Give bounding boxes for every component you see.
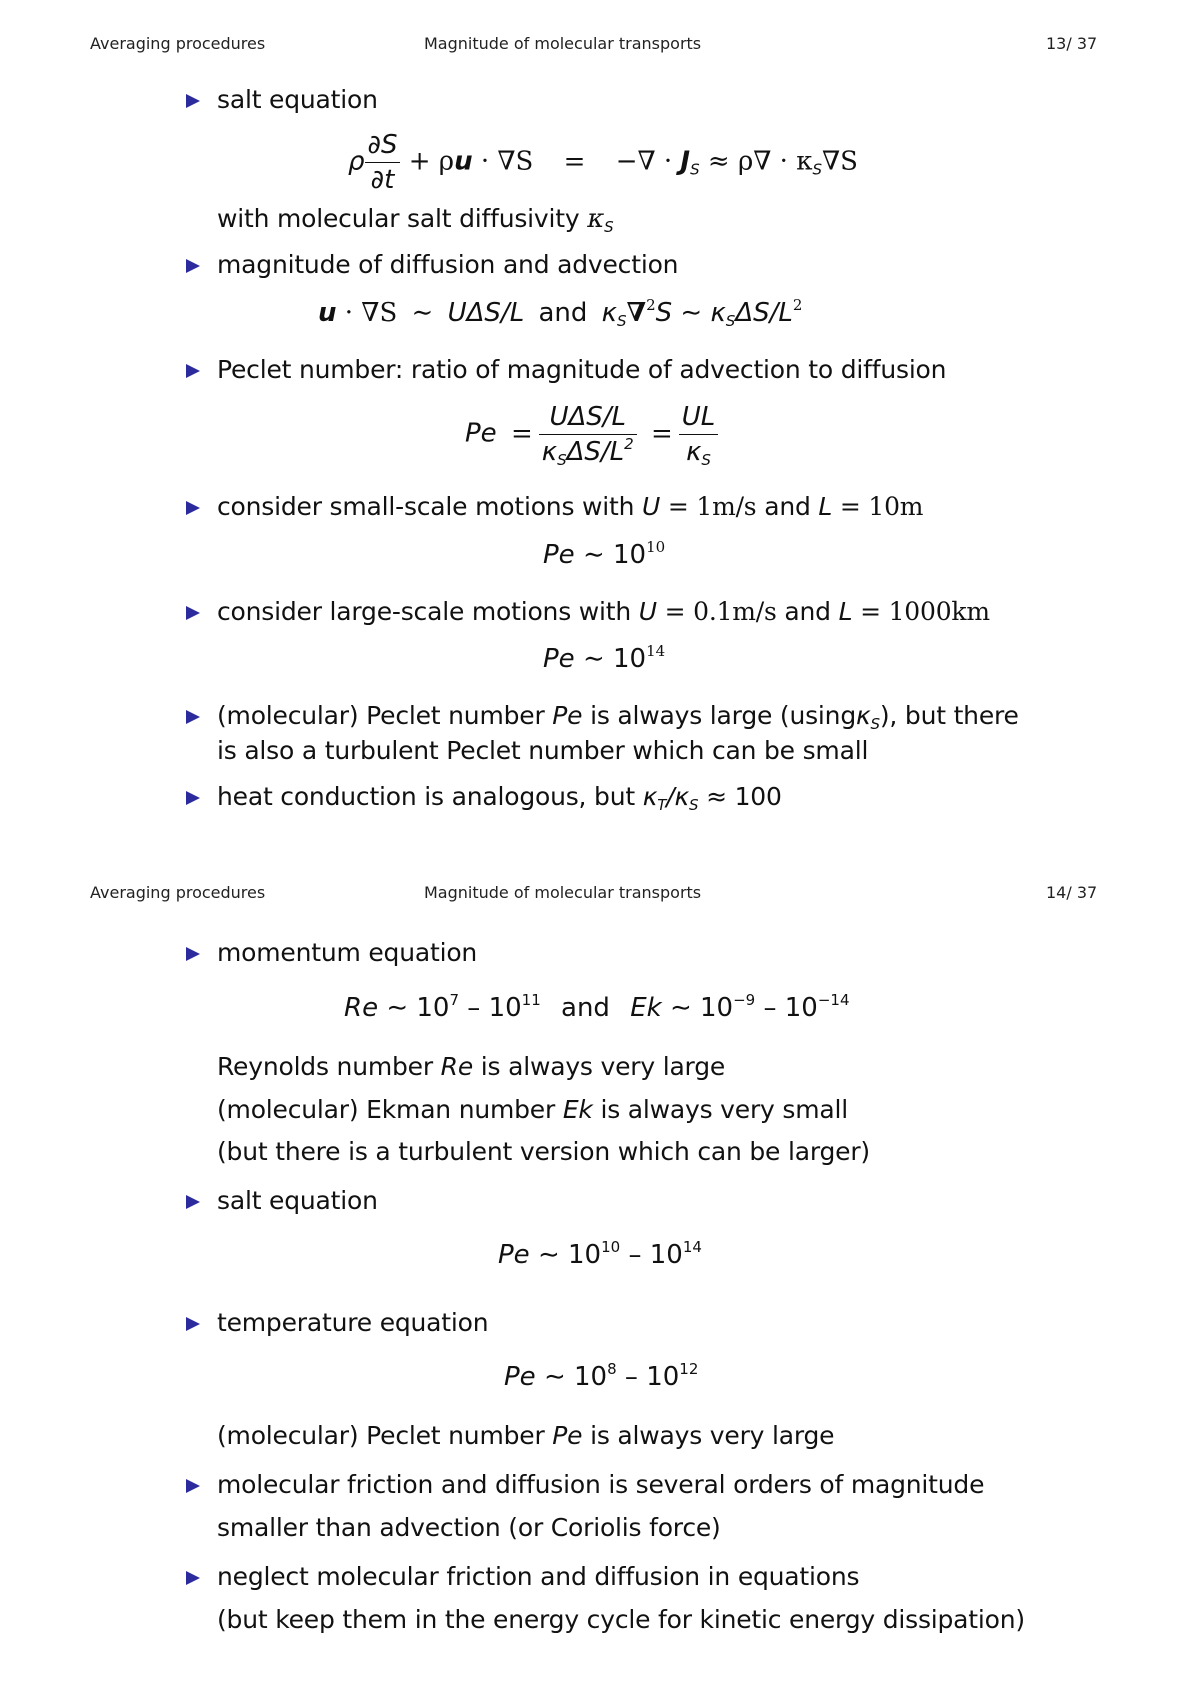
text: (molecular) Peclet number <box>217 701 545 730</box>
math-term: – <box>467 993 481 1023</box>
salt-equation <box>348 128 858 197</box>
superscript: 12 <box>679 1360 699 1378</box>
math-symbol: Re <box>440 1052 474 1081</box>
bullet-text <box>217 701 1019 733</box>
superscript: 2 <box>646 296 656 314</box>
numerator: ∂S <box>365 128 401 163</box>
math-symbol: κ <box>601 298 617 328</box>
bullet-text: temperature equation <box>217 1308 489 1337</box>
math-symbol: κ <box>541 437 558 467</box>
math-symbol: ρ <box>348 146 365 177</box>
math-term: · ∇S <box>344 298 398 328</box>
superscript: 10 <box>601 1238 621 1256</box>
denominator <box>679 435 719 469</box>
math-value: 10 <box>488 993 522 1023</box>
math-symbol: Pe <box>504 1362 536 1392</box>
text: with molecular salt diffusivity <box>217 204 580 233</box>
math-term: ∼ <box>582 540 605 570</box>
superscript: 11 <box>521 991 541 1009</box>
math-symbol: κ <box>856 701 871 730</box>
math-symbol: Pe <box>552 701 583 730</box>
header-subsection: Magnitude of molecular transports <box>424 34 702 53</box>
superscript: 7 <box>449 991 460 1009</box>
math-term: · ∇S <box>480 146 534 177</box>
math-symbol: κ <box>642 782 658 811</box>
numerator: UL <box>679 400 719 435</box>
bullet-text: salt equation <box>217 85 378 114</box>
bullet-text <box>217 782 782 814</box>
equals-sign: = <box>563 146 586 177</box>
bullet-icon <box>186 947 200 961</box>
bullet-text: neglect molecular friction and diffusion in equations <box>217 1562 860 1591</box>
header-subsection: Magnitude of molecular transports <box>424 883 702 902</box>
text: heat conduction is analogous, but <box>217 782 635 811</box>
math-symbol: Re <box>344 993 379 1023</box>
math-term: UΔS/L <box>447 298 525 328</box>
subscript: S <box>557 451 567 469</box>
math-symbol: Pe <box>543 540 575 570</box>
math-term: and <box>561 993 610 1023</box>
superscript: 10 <box>646 538 666 556</box>
math-term: ∼ <box>537 1240 560 1270</box>
subscript: S <box>701 451 711 469</box>
fraction <box>539 400 637 469</box>
subscript: S <box>725 312 736 330</box>
math-value: 10 <box>613 540 647 570</box>
math-term: ΔS/L <box>735 298 793 328</box>
bullet-text: molecular friction and diffusion is several orders of magnitude <box>217 1470 985 1499</box>
math-term: ∼ <box>543 1362 566 1392</box>
bullet-icon <box>186 1571 200 1585</box>
math-term: ∼ <box>669 993 692 1023</box>
equals-sign: = <box>510 418 533 449</box>
bullet-icon <box>186 259 200 273</box>
subscript: S <box>689 796 699 814</box>
math-symbol: u <box>318 298 337 328</box>
math-value: 1000km <box>888 597 990 626</box>
superscript: 2 <box>792 296 803 314</box>
math-symbol: L <box>818 492 833 521</box>
superscript: 2 <box>624 435 634 453</box>
math-term: ≈ ρ∇ · κ <box>707 146 813 177</box>
superscript: −9 <box>733 991 756 1009</box>
bullet-icon <box>186 710 200 724</box>
math-term: ∇ <box>626 298 647 328</box>
text: ), but there <box>879 701 1019 730</box>
math-symbol: Ek <box>562 1095 593 1124</box>
math-term: and <box>538 298 588 328</box>
math-term: −∇ · <box>615 146 681 177</box>
math-value: ≈ 100 <box>706 782 782 811</box>
subscript: S <box>690 160 700 179</box>
text: and <box>764 492 811 521</box>
peclet-equation <box>465 400 718 469</box>
bullet-continuation <box>217 1421 834 1450</box>
math-symbol: Pe <box>552 1421 583 1450</box>
text: consider large-scale motions with <box>217 597 632 626</box>
math-value: 10 <box>613 644 647 674</box>
superscript: 14 <box>682 1238 702 1256</box>
text: consider small-scale motions with <box>217 492 635 521</box>
subscript: S <box>616 312 627 330</box>
header-section: Averaging procedures <box>90 883 266 902</box>
fraction <box>365 128 401 197</box>
math-term: ∼ <box>582 644 605 674</box>
subscript: S <box>870 715 880 733</box>
math-term: ∇S <box>821 146 858 177</box>
math-term: – <box>763 993 777 1023</box>
bullet-text: salt equation <box>217 1186 378 1215</box>
math-value: 10 <box>416 993 450 1023</box>
denominator: ∂t <box>370 165 395 195</box>
pe-estimate-large <box>543 644 665 674</box>
math-value: 10 <box>700 993 734 1023</box>
math-symbol: Pe <box>543 644 575 674</box>
math-term: ΔS/L <box>566 437 625 467</box>
bullet-continuation: is also a turbulent Peclet number which can be small <box>217 736 869 765</box>
math-value: 0.1m/s <box>693 597 777 626</box>
page-number: 14/ 37 <box>1046 883 1098 902</box>
math-symbol: U <box>638 597 657 626</box>
numerator: UΔS/L <box>539 400 637 435</box>
pe-estimate-small <box>543 540 665 570</box>
math-symbol: u <box>454 146 473 177</box>
bullet-icon <box>186 364 200 378</box>
bullet-icon <box>186 1317 200 1331</box>
salt-pe-range <box>498 1240 702 1270</box>
bullet-icon <box>186 1479 200 1493</box>
subscript: T <box>657 796 667 814</box>
equals-sign: = <box>650 418 673 449</box>
temperature-pe-range <box>504 1362 698 1392</box>
math-symbol: κ <box>686 437 702 467</box>
text: (molecular) Peclet number <box>217 1421 545 1450</box>
text: and <box>784 597 831 626</box>
header-section: Averaging procedures <box>90 34 266 53</box>
math-value: 10 <box>649 1240 683 1270</box>
bullet-text: Peclet number: ratio of magnitude of advection to diffusion <box>217 355 947 384</box>
math-symbol: Ek <box>630 993 662 1023</box>
math-value: 10 <box>646 1362 680 1392</box>
superscript: 8 <box>607 1360 617 1378</box>
math-symbol: Pe <box>498 1240 530 1270</box>
momentum-scales <box>344 993 850 1023</box>
math-value: 10 <box>784 993 818 1023</box>
subscript: S <box>604 218 614 236</box>
superscript: −14 <box>817 991 850 1009</box>
math-symbol: U <box>642 492 661 521</box>
text: is always very large <box>590 1421 835 1450</box>
fraction <box>679 400 719 469</box>
magnitude-equation <box>318 298 802 328</box>
math-term: + ρ <box>408 146 455 177</box>
subscript: S <box>812 160 822 179</box>
bullet-continuation: (but there is a turbulent version which can be larger) <box>217 1137 870 1166</box>
math-symbol: κ <box>587 204 605 234</box>
bullet-text: consider small-scale motions with U = 1m/s and L = 10m <box>217 492 924 521</box>
text: is always very small <box>600 1095 848 1124</box>
denominator <box>539 435 637 469</box>
math-value: 10 <box>568 1240 602 1270</box>
superscript: 14 <box>646 642 666 660</box>
bullet-text: consider large-scale motions with U = 0.1m/s and L = 1000km <box>217 597 990 626</box>
bullet-icon <box>186 1195 200 1209</box>
math-term: – <box>624 1362 638 1392</box>
math-term: ∼ <box>411 298 434 328</box>
math-symbol: L <box>838 597 853 626</box>
page-number: 13/ 37 <box>1046 34 1098 53</box>
math-symbol: Pe <box>465 418 497 449</box>
bullet-icon <box>186 94 200 108</box>
bullet-continuation <box>217 1052 725 1081</box>
text: is always very large <box>480 1052 726 1081</box>
bullet-continuation <box>217 204 613 234</box>
bullet-icon <box>186 791 200 805</box>
math-value: 1m/s <box>696 492 757 521</box>
bullet-text: magnitude of diffusion and advection <box>217 250 679 279</box>
text: is always large (using <box>590 701 856 730</box>
math-term: – <box>628 1240 642 1270</box>
bullet-continuation: (but keep them in the energy cycle for kinetic energy dissipation) <box>217 1605 1025 1634</box>
math-term: ∼ <box>386 993 409 1023</box>
bullet-icon <box>186 501 200 515</box>
math-term: / <box>666 782 675 811</box>
bullet-icon <box>186 606 200 620</box>
math-term: S ∼ κ <box>655 298 726 328</box>
text: (molecular) Ekman number <box>217 1095 556 1124</box>
math-value: 10m <box>868 492 924 521</box>
math-symbol: κ <box>674 782 690 811</box>
bullet-continuation <box>217 1095 848 1124</box>
text: Reynolds number <box>217 1052 433 1081</box>
math-symbol: J <box>680 146 691 177</box>
math-value: 10 <box>574 1362 608 1392</box>
bullet-text: momentum equation <box>217 938 478 967</box>
bullet-continuation: smaller than advection (or Coriolis force) <box>217 1513 721 1542</box>
